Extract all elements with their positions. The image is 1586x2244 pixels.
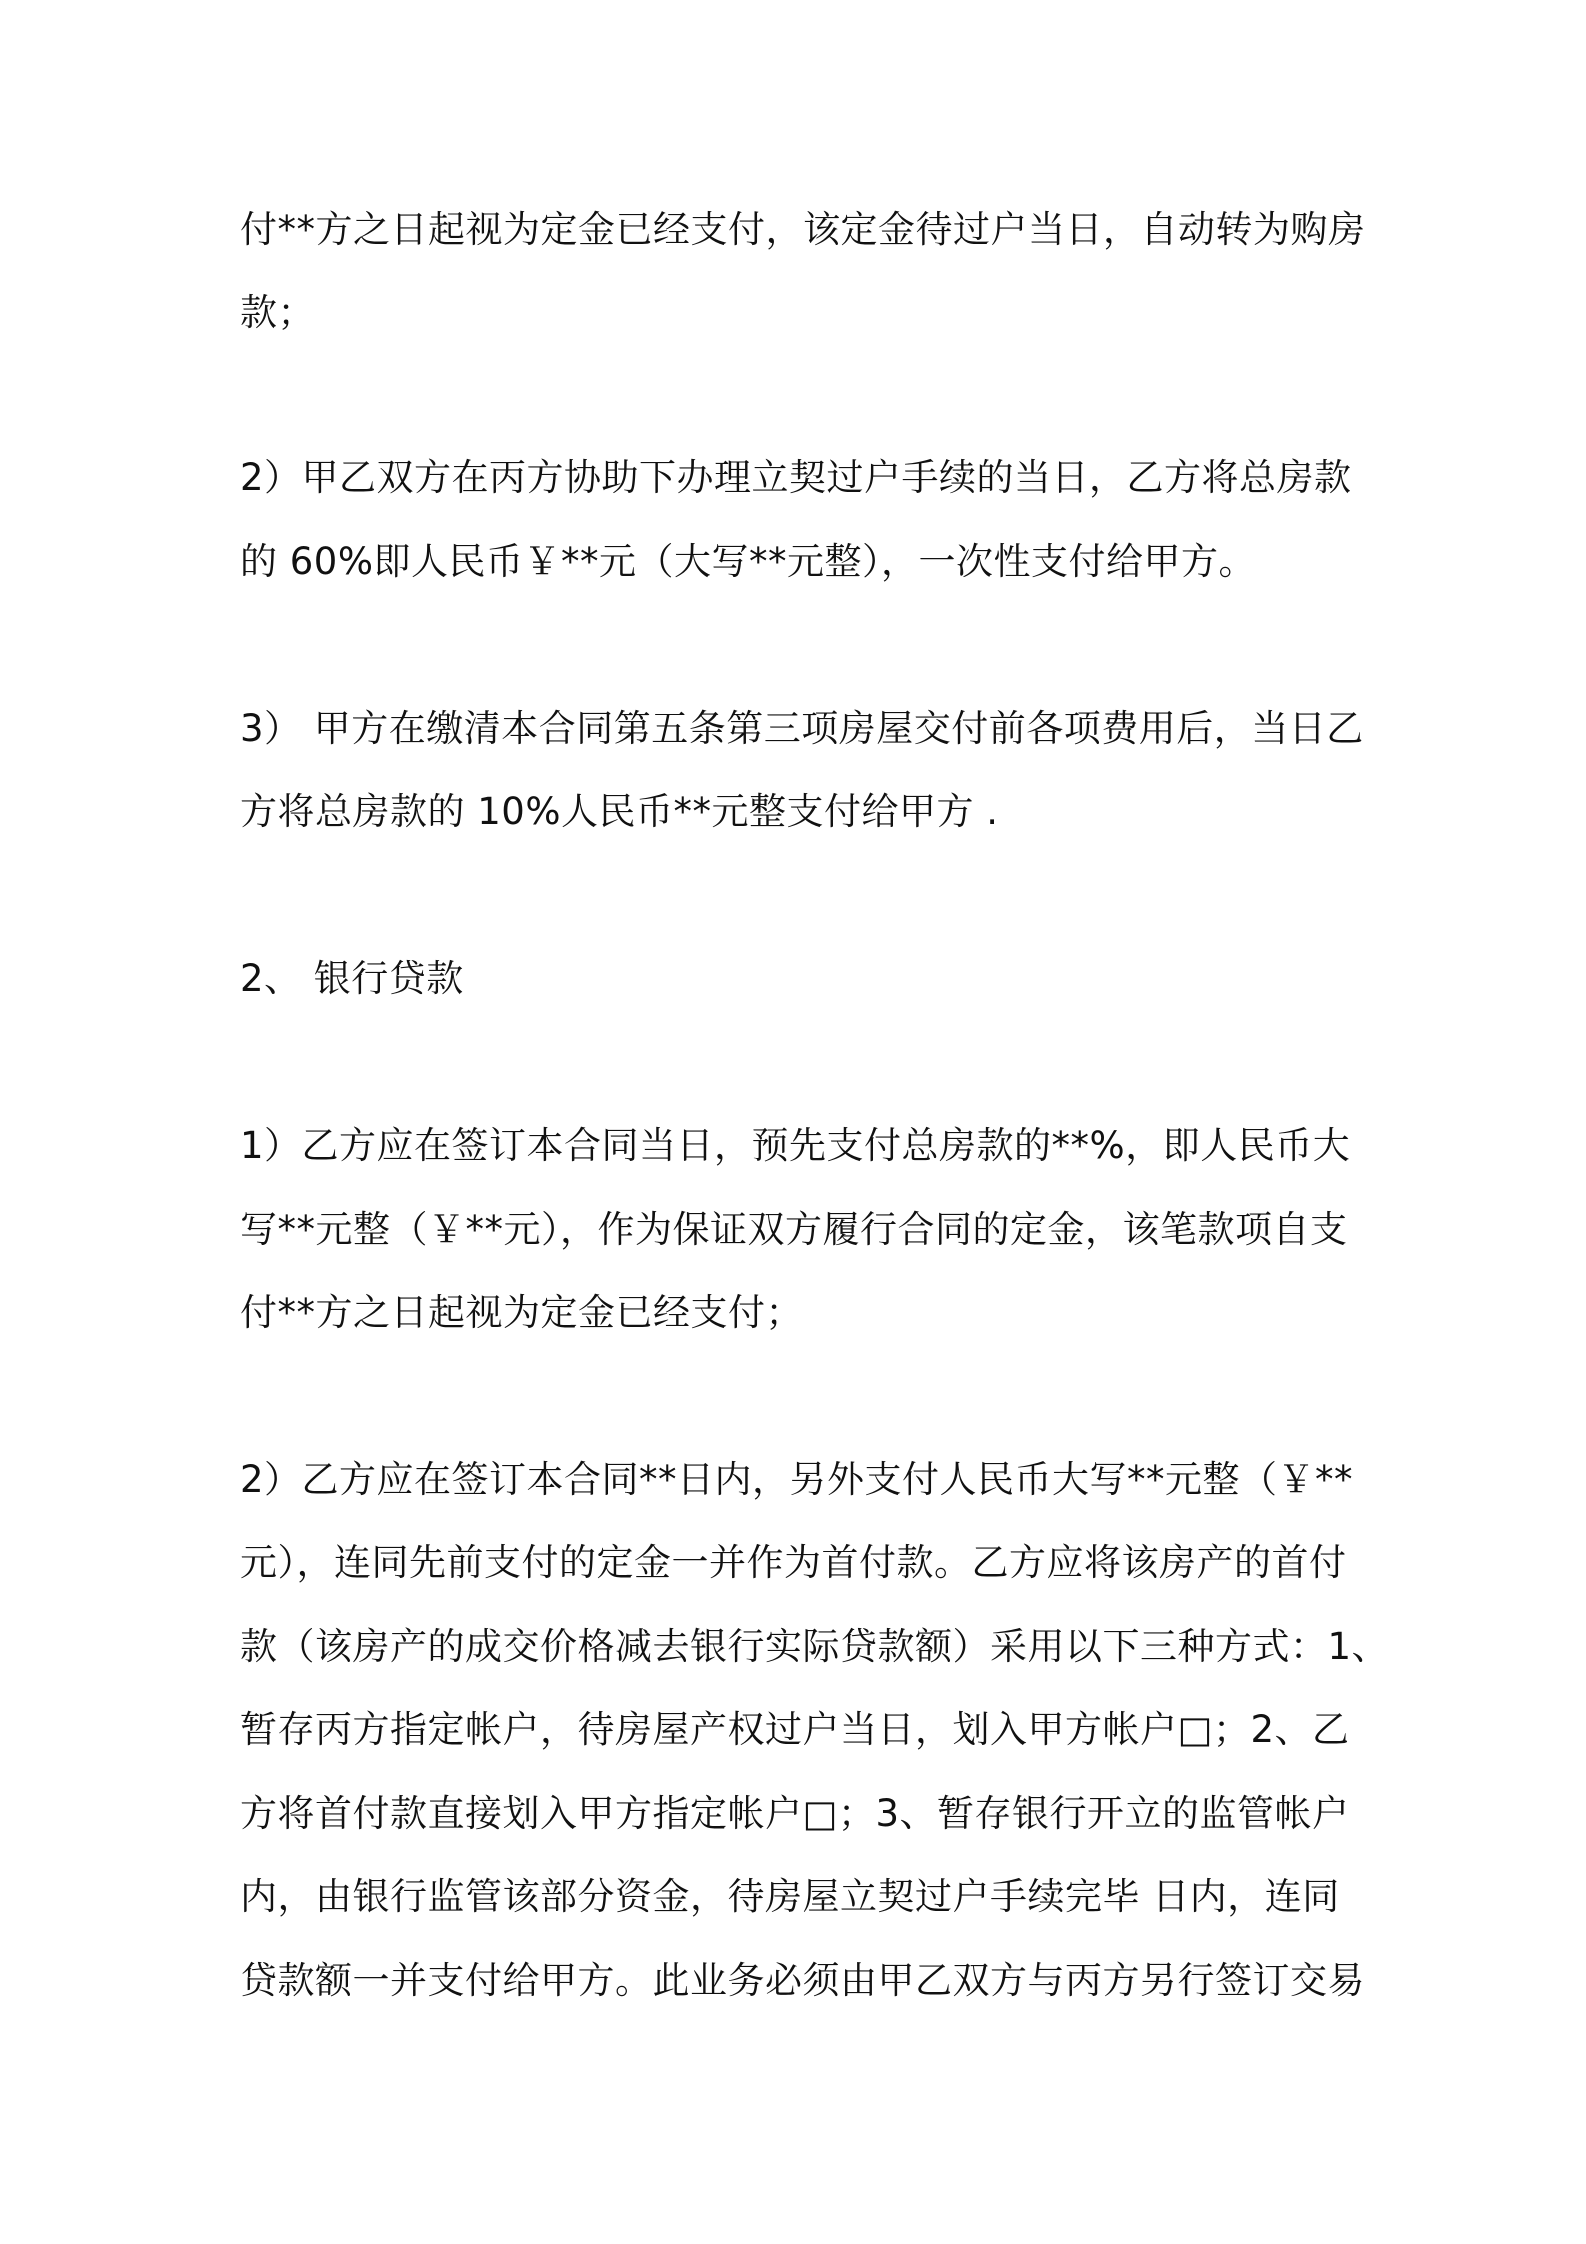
text-line: 方将首付款直接划入甲方指定帐户□；3、暂存银行开立的监管帐户 [240, 1792, 1350, 1835]
text-line: 方将总房款的 10%人民币**元整支付给甲方 . [240, 790, 999, 833]
text-line: 元），连同先前支付的定金一并作为首付款。乙方应将该房产的首付 [240, 1541, 1347, 1584]
text-line: 款； [240, 291, 315, 334]
text-line: 1）乙方应在签订本合同当日，预先支付总房款的**%，即人民币大 [240, 1124, 1351, 1167]
text-line: 付**方之日起视为定金已经支付； [240, 1291, 803, 1334]
section-heading: 2、 银行贷款 [240, 957, 464, 1000]
text-line: 2）甲乙双方在丙方协助下办理立契过户手续的当日，乙方将总房款 [240, 456, 1352, 499]
text-line: 3） 甲方在缴清本合同第五条第三项房屋交付前各项费用后，当日乙 [240, 707, 1364, 750]
text-line: 内，由银行监管该部分资金，待房屋立契过户手续完毕 日内，连同 [240, 1875, 1340, 1918]
text-line: 暂存丙方指定帐户，待房屋产权过户当日，划入甲方帐户□；2、乙 [240, 1708, 1350, 1751]
text-line: 付**方之日起视为定金已经支付，该定金待过户当日，自动转为购房 [240, 208, 1366, 251]
text-line: 贷款额一并支付给甲方。此业务必须由甲乙双方与丙方另行签订交易 [240, 1959, 1365, 2002]
text-line: 写**元整（￥**元），作为保证双方履行合同的定金，该笔款项自支 [240, 1208, 1348, 1251]
text-line: 款（该房产的成交价格减去银行实际贷款额）采用以下三种方式：1、 [240, 1625, 1390, 1668]
text-line: 2）乙方应在签订本合同**日内，另外支付人民币大写**元整（￥** [240, 1458, 1354, 1501]
text-line: 的 60%即人民币￥**元（大写**元整），一次性支付给甲方。 [240, 540, 1256, 583]
